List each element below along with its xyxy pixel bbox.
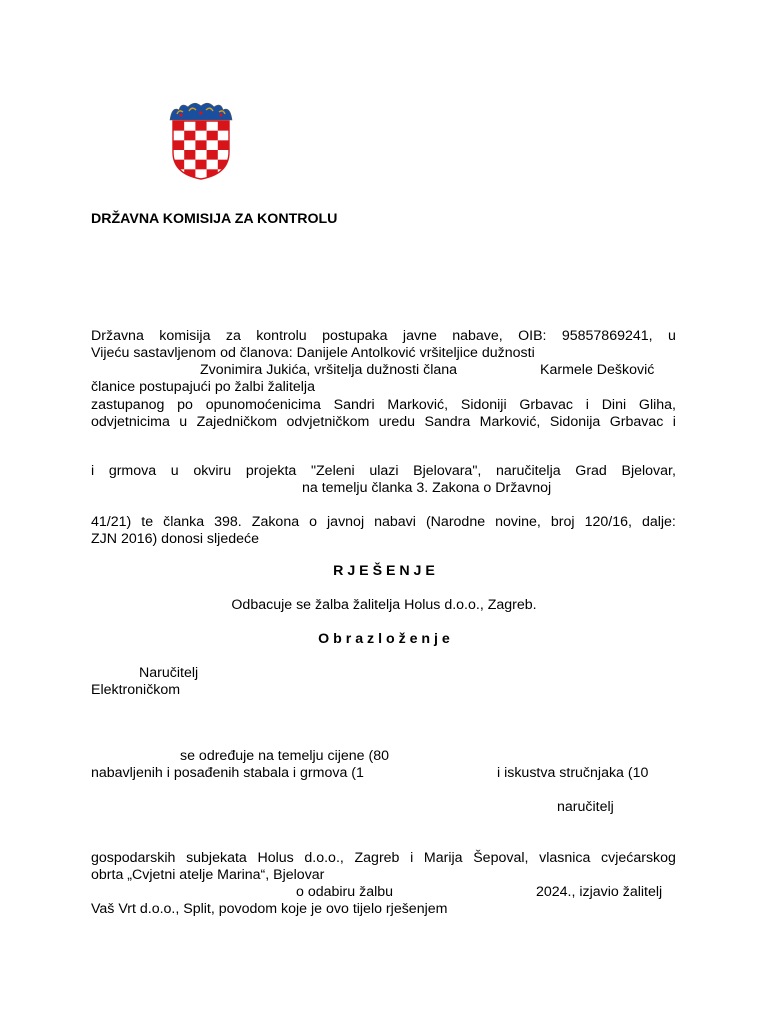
shield-field (218, 140, 229, 150)
word: javne (402, 328, 437, 344)
word: (Narodne (425, 514, 486, 530)
word: i (91, 463, 95, 479)
paragraph-line: Karmele Dešković (540, 362, 655, 378)
shield-field (184, 160, 195, 170)
word: odvjetničkom (286, 414, 370, 430)
paragraph-line (91, 514, 676, 531)
word: u (170, 463, 179, 479)
word: okviru (193, 463, 232, 479)
checkerboard-shield-icon (173, 121, 229, 179)
word: "Zeleni (310, 463, 355, 479)
word: ulazi (369, 463, 399, 479)
word: Sidoniji (460, 397, 507, 413)
word: po (177, 397, 193, 413)
word: i (585, 397, 589, 413)
decision-heading: R J E Š E N J E (333, 563, 435, 579)
word: Bjelovara", (413, 463, 482, 479)
shield-field (184, 140, 195, 150)
word: Marković, (387, 397, 449, 413)
decision-text: Odbacuje se žalba žalitelja Holus d.o.o., Zagreb. (231, 597, 537, 613)
shield-field (195, 131, 206, 141)
word: i (672, 414, 676, 430)
word: Holus (257, 850, 294, 866)
word: Gliha, (638, 397, 676, 413)
shield-field (173, 169, 184, 179)
word: 95857869241, (561, 328, 653, 344)
word: uredu (378, 414, 416, 430)
word: te (141, 514, 154, 530)
word: OIB: (518, 328, 547, 344)
word: odvjetnicima (91, 414, 170, 430)
word: postupaka (322, 328, 388, 344)
word: u (179, 414, 188, 430)
word: Dini (601, 397, 627, 413)
word: 41/21) (91, 514, 132, 530)
paragraph-line: obrta „Cvjetni atelje Marina“, Bjelovar (91, 867, 325, 883)
word: u (667, 328, 676, 344)
paragraph-line: Vaš Vrt d.o.o., Split, povodom koje je ovo tijelo rješenjem (91, 901, 448, 917)
paragraph-line: se određuje na temelju cijene (80 (180, 748, 390, 764)
paragraph-line: Elektroničkom (91, 682, 181, 698)
paragraph-line (91, 850, 676, 867)
crown-icon (170, 103, 232, 120)
word: Zagreb (354, 850, 400, 866)
word: gospodarskih (91, 850, 176, 866)
shield-field (218, 131, 229, 141)
shield-field (184, 121, 195, 131)
word: članka (163, 514, 205, 530)
word: zastupanog (91, 397, 165, 413)
word: Sidonija (549, 414, 601, 430)
paragraph-line (91, 328, 676, 345)
word: naručitelja (495, 463, 561, 479)
word: novine, (495, 514, 541, 530)
word: Marija (423, 850, 463, 866)
paragraph-line: ZJN 2016) donosi sljedeće (91, 531, 259, 547)
word: Šepoval, (473, 850, 529, 866)
shield-field (173, 131, 184, 141)
word: d.o.o., (304, 850, 344, 866)
word: javnoj (327, 514, 365, 530)
shield-field (218, 150, 229, 160)
word: Sandra (424, 414, 471, 430)
word: kontrolu (256, 328, 307, 344)
word: opunomoćenicima (205, 397, 321, 413)
paragraph-line (91, 463, 676, 480)
word: 120/16, (584, 514, 632, 530)
word: Grbavac (609, 414, 664, 430)
word: Sandri (333, 397, 375, 413)
word: Zajedničkom (196, 414, 278, 430)
word: cvjećarskog (601, 850, 676, 866)
shield-field (184, 131, 195, 141)
reasoning-heading: O b r a z l o ž e n j e (318, 631, 450, 647)
paragraph-line: na temelju članka 3. Zakona o Državnoj (302, 480, 552, 496)
paragraph-line: članice postupajući po žalbi žalitelja (91, 379, 315, 395)
word: Grbavac (519, 397, 573, 413)
word: nabavi (374, 514, 416, 530)
paragraph-line: Naručitelj (139, 665, 199, 681)
word: projekta (245, 463, 297, 479)
shield-field (195, 140, 206, 150)
word: Marković, (479, 414, 541, 430)
word: subjekata (186, 850, 247, 866)
paragraph-line: Zvonimira Jukića, vršitelja dužnosti člana (200, 362, 458, 378)
word: broj (550, 514, 575, 530)
word: komisija (159, 328, 211, 344)
paragraph-line: o odabiru žalbu (296, 884, 394, 900)
shield-field (195, 121, 206, 131)
paragraph-line (91, 414, 676, 431)
word: grmova (108, 463, 157, 479)
shield-field (218, 121, 229, 131)
shield-field (195, 150, 206, 160)
word: za (225, 328, 241, 344)
shield-field (207, 140, 218, 150)
institution-title: DRŽAVNA KOMISIJA ZA KONTROLU (91, 211, 338, 227)
word: Grad (575, 463, 607, 479)
paragraph-line: naručitelj (557, 799, 614, 815)
croatian-coat-of-arms-icon (168, 100, 234, 180)
shield-field (195, 160, 206, 170)
word: Bjelovar, (621, 463, 676, 479)
paragraph-line: 2024., izjavio žalitelj (536, 884, 663, 900)
paragraph-line: i iskustva stručnjaka (10 (497, 765, 649, 781)
shield-field (207, 131, 218, 141)
word: nabave, (452, 328, 503, 344)
word: o (309, 514, 318, 530)
shield-field (207, 160, 218, 170)
paragraph-line (91, 397, 676, 414)
shield-field (173, 150, 184, 160)
word: Državna (91, 328, 144, 344)
word: i (410, 850, 414, 866)
shield-field (173, 121, 184, 131)
word: 398. (214, 514, 242, 530)
word: Zakona (251, 514, 300, 530)
paragraph-line: Vijeću sastavljenom od članova: Danijele Antolković vršiteljice dužnosti (91, 345, 535, 361)
shield-field (218, 169, 229, 179)
shield-field (207, 150, 218, 160)
word: vlasnica (539, 850, 591, 866)
word: dalje: (641, 514, 676, 530)
paragraph-line: nabavljenih i posađenih stabala i grmova (1 (91, 765, 364, 781)
shield-field (173, 140, 184, 150)
shield-field (184, 150, 195, 160)
shield-field (207, 121, 218, 131)
